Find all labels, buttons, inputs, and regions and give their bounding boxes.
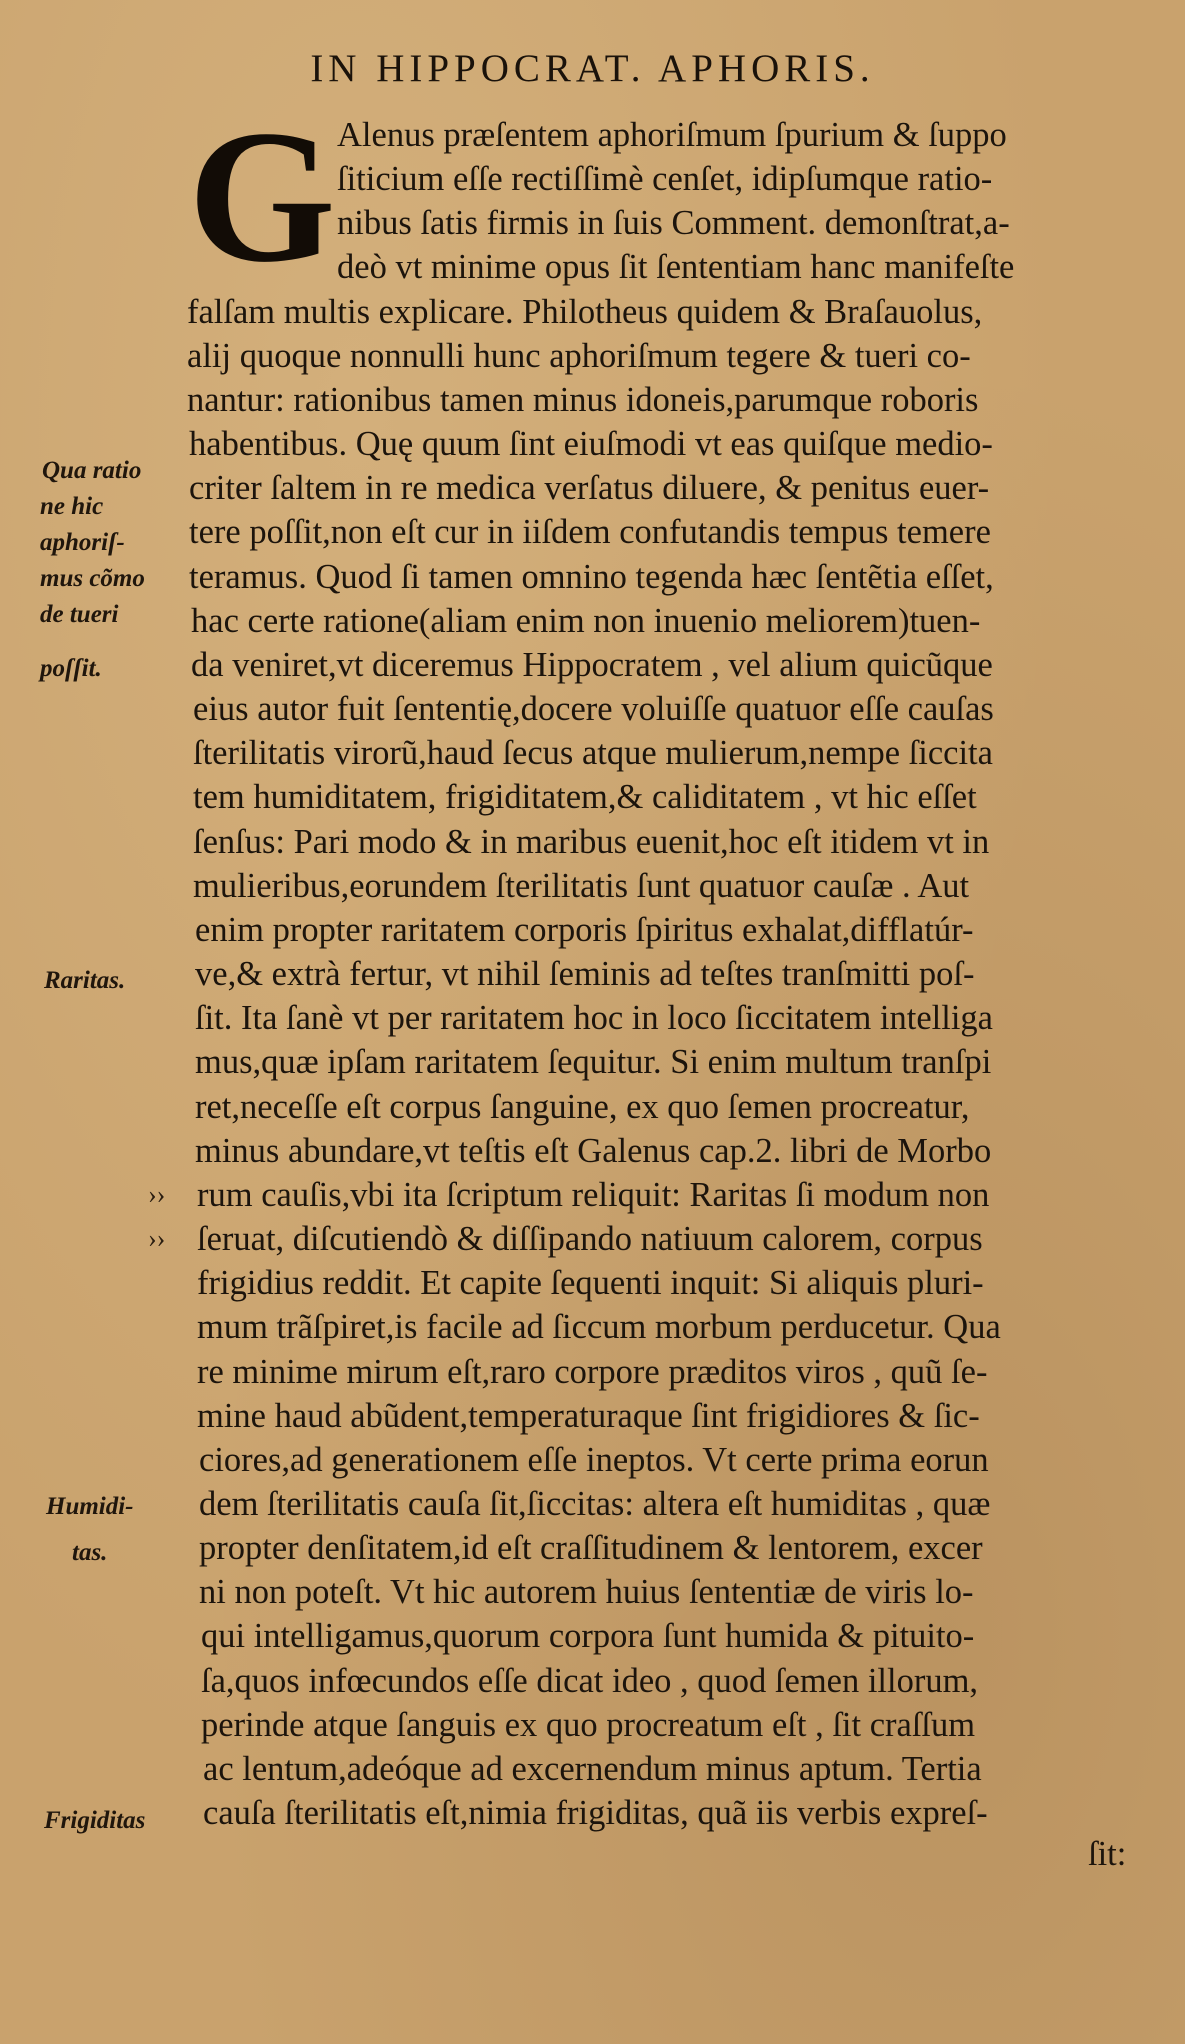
text-line: hac certe ratione(aliam enim non inuenio meliorem)tuen- (191, 602, 981, 640)
margin-note: aphoriſ- (40, 529, 125, 556)
text-line: minus abundare,vt teſtis eſt Galenus cap.2. libri de Morbo (195, 1132, 992, 1170)
text-line: falſam multis explicare. Philotheus quidem & Braſauolus, (187, 293, 983, 331)
text-line: mulieribus,eorundem ſterilitatis ſunt quatuor cauſæ . Aut (193, 867, 970, 905)
text-line: ſeruat, diſcutiendò & diſſipando natiuum calorem, corpus (197, 1220, 983, 1258)
text-line: ſit: (1088, 1835, 1127, 1873)
text-line: rum cauſis,vbi ita ſcriptum reliquit: Raritas ſi modum non (197, 1176, 990, 1214)
margin-note: de tueri (40, 601, 119, 628)
margin-note: tas. (72, 1539, 108, 1566)
text-line: re minime mirum eſt,raro corpore præditos viros , quũ ſe- (197, 1353, 988, 1391)
text-line: mus,quæ ipſam raritatem ſequitur. Si enim multum tranſpi (195, 1043, 992, 1081)
quotation-mark: ›› (148, 1224, 166, 1253)
text-line: ret,neceſſe eſt corpus ſanguine, ex quo ſemen procreatur, (195, 1088, 970, 1126)
text-line: enim propter raritatem corporis ſpiritus exhalat,difflatúr- (195, 911, 974, 949)
margin-note: Frigiditas (44, 1807, 146, 1834)
margin-note: poſſit. (40, 655, 102, 682)
text-line: dem ſterilitatis cauſa ſit,ſiccitas: altera eſt humiditas , quæ (199, 1485, 991, 1523)
text-line: ve,& extrà fertur, vt nihil ſeminis ad teſtes tranſmitti poſ- (195, 955, 975, 993)
text-line: alij quoque nonnulli hunc aphoriſmum tegere & tueri co- (187, 337, 971, 375)
margin-note: Raritas. (44, 967, 126, 994)
text-line: ac lentum,adeóque ad excernendum minus aptum. Tertia (203, 1750, 982, 1788)
margin-note: ne hic (40, 493, 104, 520)
quotation-mark: ›› (148, 1180, 166, 1209)
margin-note: Qua ratio (42, 457, 142, 484)
text-line: teramus. Quod ſi tamen omnino tegenda hæc ſentẽtia eſſet, (189, 558, 994, 596)
text-line: ſenſus: Pari modo & in maribus euenit,hoc eſt itidem vt in (193, 823, 990, 861)
text-line: da veniret,vt diceremus Hippocratem , vel alium quicũque (191, 646, 993, 684)
text-line: ſit. Ita ſanè vt per raritatem hoc in loco ſiccitatem intelliga (195, 999, 993, 1037)
page-header: IN HIPPOCRAT. APHORIS. (310, 47, 875, 90)
text-line: perinde atque ſanguis ex quo procreatum eſt , ſit craſſum (201, 1706, 976, 1744)
text-line: ſterilitatis virorũ,haud ſecus atque mulierum,nempe ſiccita (193, 734, 993, 772)
text-line: deò vt minime opus ſit ſententiam hanc manifeſte (337, 248, 1015, 286)
text-line: qui intelligamus,quorum corpora ſunt humida & pituito- (201, 1617, 975, 1655)
text-line: tere poſſit,non eſt cur in iiſdem confutandis tempus temere (189, 513, 991, 551)
text-line: propter denſitatem,id eſt craſſitudinem & lentorem, excer (199, 1529, 983, 1567)
text-line: mum trãſpiret,is facile ad ſiccum morbum perducetur. Qua (197, 1308, 1001, 1346)
text-line: Alenus præſentem aphoriſmum ſpurium & ſuppo (337, 116, 1007, 154)
margin-note: mus cõmo (40, 565, 145, 592)
text-line: nibus ſatis firmis in ſuis Comment. demonſtrat,a- (337, 204, 1010, 242)
drop-capital: G (188, 92, 336, 302)
text-line: habentibus. Quę quum ſint eiuſmodi vt eas quiſque medio- (189, 425, 993, 463)
text-line: ciores,ad generationem eſſe ineptos. Vt certe prima eorun (199, 1441, 989, 1479)
text-line: cauſa ſterilitatis eſt,nimia frigiditas, quã iis verbis expreſ- (203, 1794, 988, 1832)
text-line: tem humiditatem, frigiditatem,& caliditatem , vt hic eſſet (193, 778, 977, 816)
text-line: frigidius reddit. Et capite ſequenti inquit: Si aliquis pluri- (197, 1264, 984, 1302)
margin-note: Humidi- (46, 1493, 134, 1520)
text-line: ni non poteſt. Vt hic autorem huius ſententiæ de viris lo- (199, 1573, 974, 1611)
text-line: mine haud abũdent,temperaturaque ſint frigidiores & ſic- (197, 1397, 980, 1435)
text-line: eius autor fuit ſententię,docere voluiſſe quatuor eſſe cauſas (193, 690, 994, 728)
text-line: ſa,quos infœcundos eſſe dicat ideo , quod ſemen illorum, (201, 1662, 979, 1700)
text-line: criter ſaltem in re medica verſatus diluere, & penitus euer- (189, 469, 990, 507)
text-line: ſiticium eſſe rectiſſimè cenſet, idipſumque ratio- (337, 160, 993, 198)
text-line: nantur: rationibus tamen minus idoneis,parumque roboris (187, 381, 979, 419)
